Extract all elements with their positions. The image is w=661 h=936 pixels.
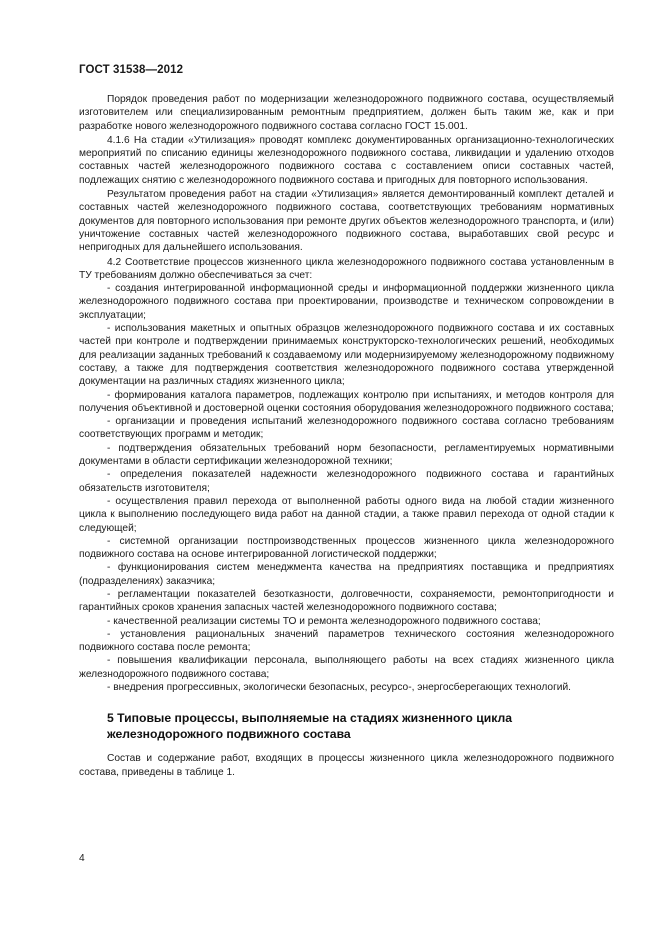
paragraph-modernization-order: Порядок проведения работ по модернизации железнодорожного подвижного состава, осуществляемый изготовителем или специализированным ремонтным предприятием, должен быть таким же, как и при разработке нового железнодорожного подвижного состава согласно ГОСТ 15.001. [79, 94, 614, 132]
section-5-title-line1: 5 Типовые процессы, выполняемые на стадиях жизненного цикла [107, 711, 512, 726]
section-5-body: Состав и содержание работ, входящих в процессы жизненного цикла железнодорожного подвижного состава, приведены в таблице 1. [79, 753, 614, 778]
paragraph-4-1-6: 4.1.6 На стадии «Утилизация» проводят комплекс документированных организационно-технологических мероприятий по списанию единицы железнодорожного подвижного состава, ликвидации и удалению отходов составных частей железнодорожного подвижного состава с составлением описи составных частей, подлежащих снятию с железнодорожного подвижного состава и пригодных для повторного использования. [79, 134, 614, 186]
document-body [79, 93, 614, 779]
list-item-prototypes: - использования макетных и опытных образцов железнодорожного подвижного состава и их составных частей при контроле и подтверждении принимаемых конструкторско-технологических решений, необходимых для реализации заданных требований к создаваемому или модернизируемому железнодорожному подвижному составу, а также для подтверждения соответствия железнодорожного подвижного состава утвержденной документации на различных стадиях жизненного цикла; [79, 323, 614, 388]
list-item-transition-rules: - осуществления правил перехода от выполненной работы одного вида на любой стадии жизненного цикла к выполнению последующего вида работ на данной стадии, а также правил перехода от одной стадии к следующей; [79, 495, 614, 534]
section-5-title-line2: железнодорожного подвижного состава [107, 726, 351, 741]
paragraph-4-2: 4.2 Соответствие процессов жизненного цикла железнодорожного подвижного состава установленным в ТУ требованиям должно обеспечиваться за счет: [79, 256, 614, 281]
list-item-qualification: - повышения квалификации персонала, выполняющего работы на всех стадиях жизненного цикла железнодорожного подвижного состава; [79, 655, 614, 680]
paragraph-utilization-result: Результатом проведения работ на стадии «Утилизация» является демонтированный комплект деталей и составных частей железнодорожного подвижного состава, соответствующих требованиям нормативных документов для повторного использования при ремонте других объектов железнодорожного транспорта, и (или) уничтожение составных частей железнодорожного подвижного состава, выработавших свой ресурс и непригодных для дальнейшего использования. [79, 189, 614, 254]
list-item-technologies: - внедрения прогрессивных, экологически безопасных, ресурсо-, энергосберегающих технологий. [107, 682, 572, 694]
list-item-post-production: - системной организации постпроизводственных процессов жизненного цикла железнодорожного подвижного состава на основе интегрированной логистической поддержки; [79, 535, 614, 561]
list-item-regulation: - регламентации показателей безотказности, долговечности, сохраняемости, ремонтопригодности и гарантийных сроков хранения запасных частей железнодорожного подвижного состава; [79, 588, 614, 614]
standard-header: ГОСТ 31538—2012 [79, 64, 184, 76]
page-number: 4 [79, 853, 85, 864]
list-item-quality-management: - функционирования систем менеджмента качества на предприятиях поставщика и предприятиях (подразделениях) заказчика; [79, 562, 614, 587]
list-item-info-environment: - создания интегрированной информационной среды и информационной поддержки жизненного цикла железнодорожного подвижного состава при проектировании, производстве и техническом сопровождении в эксплуатации; [79, 283, 614, 321]
list-item-reliability: - определения показателей надежности железнодорожного подвижного состава и гарантийных обязательств изготовителя; [79, 469, 614, 494]
list-item-safety-norms: - подтверждения обязательных требований норм безопасности, регламентируемых нормативными документами в области сертификации железнодорожной техники; [79, 442, 614, 468]
list-item-parameter-catalog: - формирования каталога параметров, подлежащих контролю при испытаниях, и методов контроля для получения объективной и достоверной оценки состояния оборудования железнодорожного подвижного состава; [79, 389, 614, 414]
section-5-title [79, 711, 614, 742]
list-item-testing: - организации и проведения испытаний железнодорожного подвижного состава согласно требованиям соответствующих программ и методик; [79, 416, 614, 441]
list-item-technical-state: - установления рациональных значений параметров технического состояния железнодорожного подвижного состава после ремонта; [79, 628, 614, 654]
list-item-maintenance: - качественной реализации системы ТО и ремонта железнодорожного подвижного состава; [107, 615, 541, 627]
